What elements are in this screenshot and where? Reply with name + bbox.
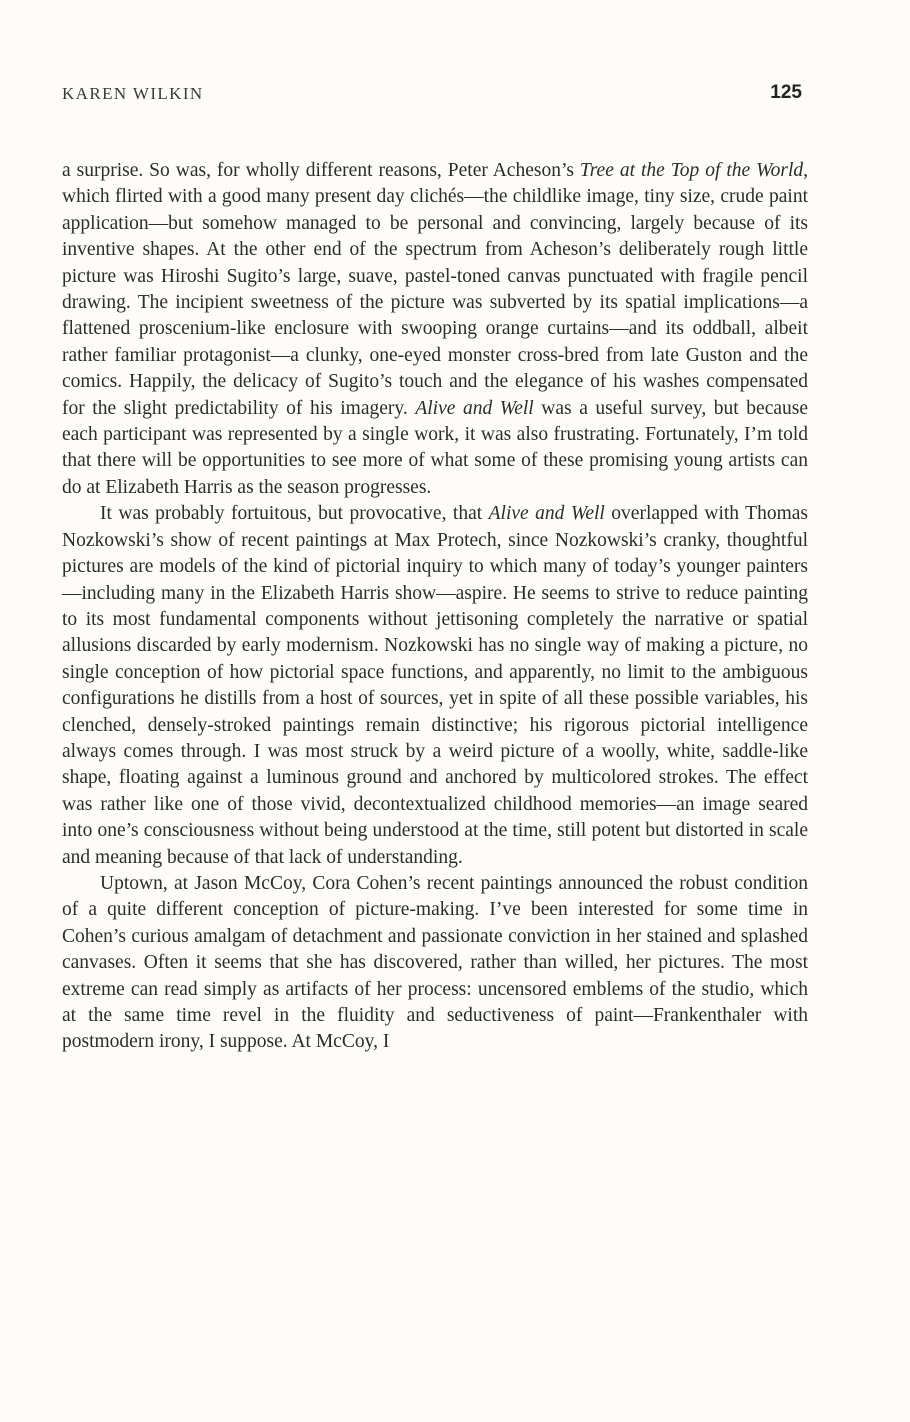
text-run: It was probably fortuitous, but provocative, that — [100, 503, 489, 525]
running-head: KAREN WILKIN — [62, 84, 204, 103]
page-number: 125 — [770, 82, 802, 103]
text-run: Uptown, at Jason McCoy, Cora Cohen’s recent paintings announced the robust condition of a quite different conception of picture-making. I’ve been interested for some time in Cohen’s curious amalgam of detachment and passionate conviction in her stained and splashed canvases. Often it seems that she has discovered, rather than willed, her pictures. The most extreme can read simply as artifacts of her process: uncensored emblems of the studio, which at the same time revel in the fluidity and seductiveness of paint—Frankenthaler with postmodern irony, I suppose. At McCoy, I — [62, 872, 808, 1053]
paragraph — [62, 158, 808, 501]
text-run-italic: Alive and Well — [415, 397, 534, 419]
text-run-italic: Tree at the Top of the World — [579, 160, 804, 181]
paragraph — [62, 501, 808, 871]
page-header — [62, 84, 802, 110]
text-run: , which flirted with a good many present day clichés—the childlike image, tiny size, crude paint application—but somehow managed to be personal and convincing, largely because of its inventive shapes. At the other end of the spectrum from Acheson’s deliberately rough little picture was Hiroshi Sugito’s large, suave, pastel-toned canvas punctuated with fragile pencil drawing. The incipient sweetness of the picture was subverted by its spatial implications—a flattened proscenium-like enclosure with swooping orange curtains—and its oddball, albeit rather familiar protagonist—a clunky, one-eyed monster cross-bred from late Guston and the comics. Happily, the delicacy of Sugito’s touch and the elegance of his washes compensated for the slight predictability of his imagery. — [62, 160, 808, 419]
paragraph — [62, 871, 808, 1056]
text-run-italic: Alive and Well — [488, 503, 605, 525]
text-run: a surprise. So was, for wholly different reasons, Peter Acheson’s — [62, 160, 580, 181]
text-run: overlapped with Thomas Nozkowski’s show of recent paintings at Max Protech, since Nozkowski’s cranky, thoughtful pictures are models of the kind of pictorial inquiry to which many of today’s younger painters—including many in the Elizabeth Harris show—aspire. He seems to strive to reduce painting to its most fundamental components without jettisoning completely the narrative or spatial allusions discarded by early modernism. Nozkowski has no single way of making a picture, no single conception of how pictorial space functions, and apparently, no limit to the ambiguous configurations he distills from a host of sources, yet in spite of all these possible variables, his clenched, densely-stroked paintings remain distinctive; his rigorous pictorial intelligence always comes through. I was most struck by a weird picture of a woolly, white, saddle-like shape, floating against a luminous ground and anchored by multicolored strokes. The effect was rather like one of those vivid, decontextualized childhood memories—an image seared into one’s consciousness without being understood at the time, still potent but distorted in scale and meaning because of that lack of understanding. — [62, 503, 808, 868]
body-text — [62, 158, 808, 1056]
text-run: was a useful survey, but because each participant was represented by a single work, it was also frustrating. Fortunately, I’m told that there will be opportunities to see more of what some of these promising young artists can do at Elizabeth Harris as the season progresses. — [62, 397, 808, 498]
